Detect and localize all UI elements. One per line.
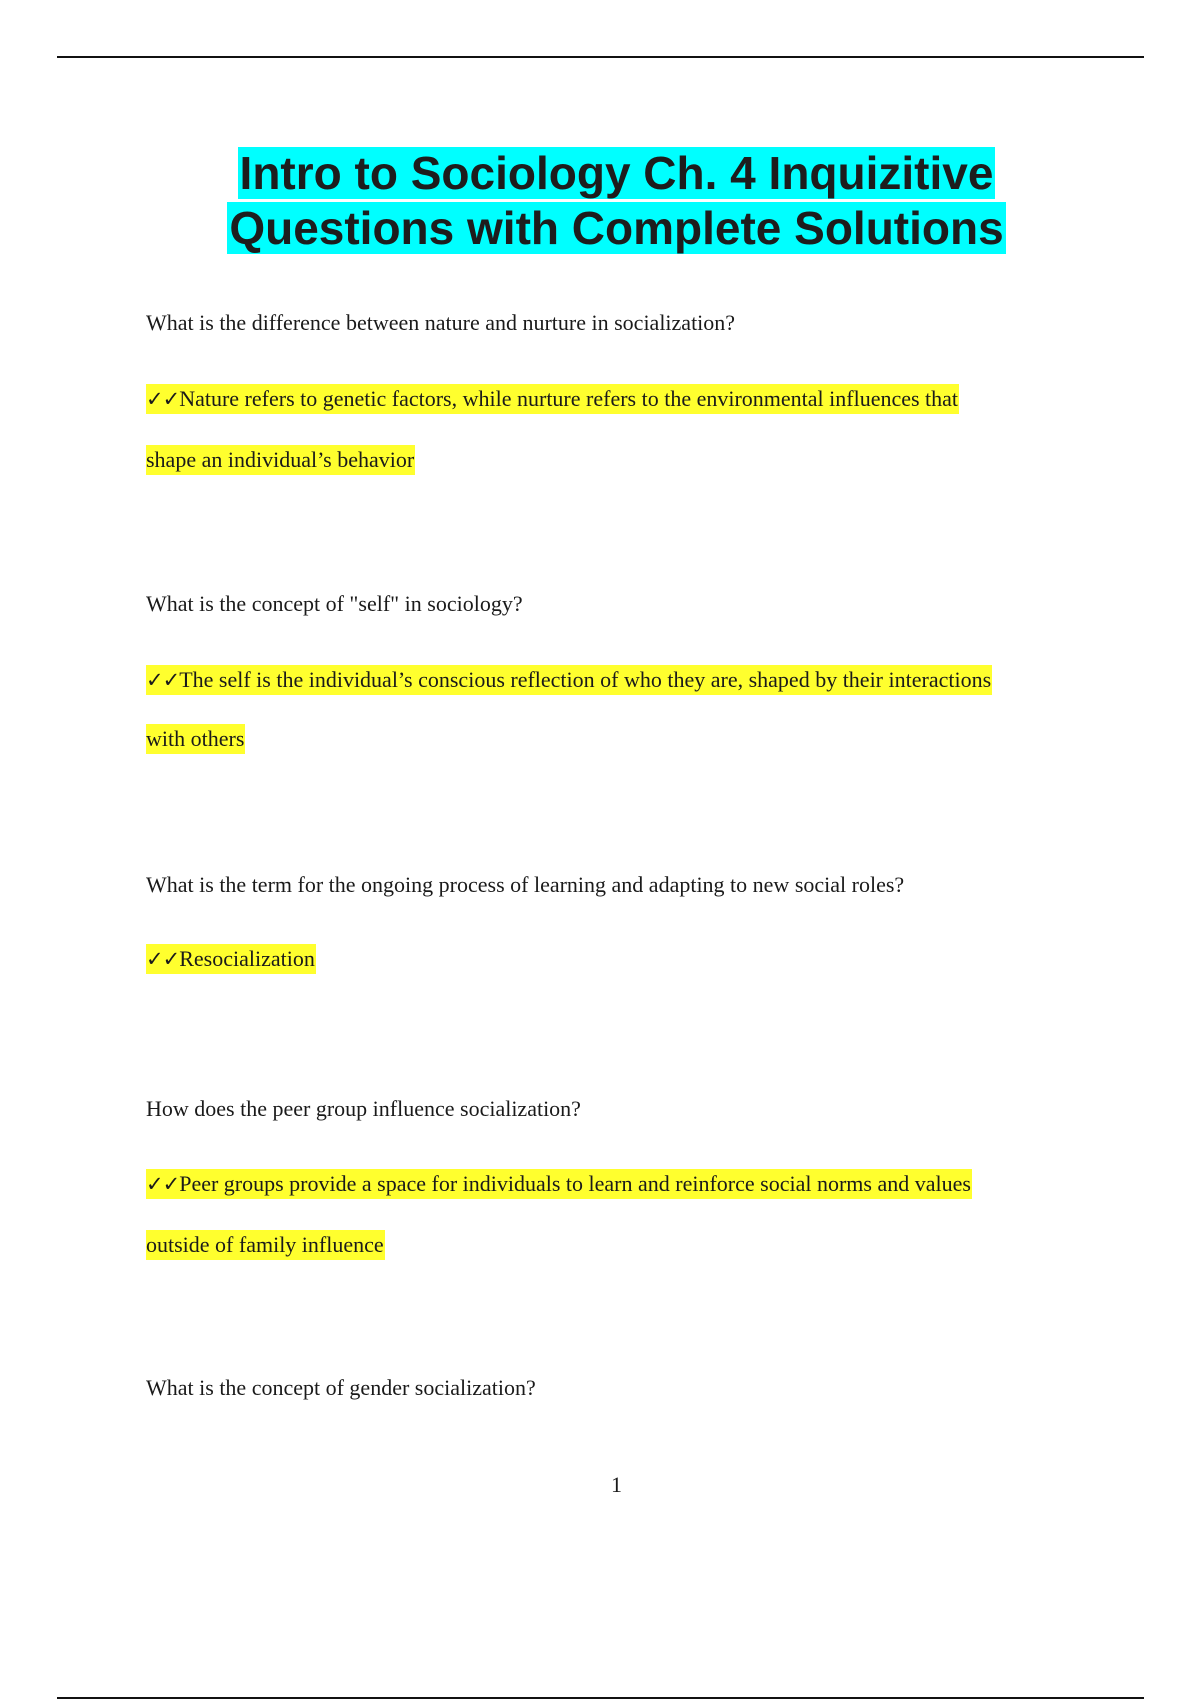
check-icon: ✓✓: [146, 1172, 180, 1196]
answer-4-text-1: Peer groups provide a space for individuals to learn and reinforce social norms and values: [179, 1171, 971, 1196]
answer-2-text-1: The self is the individual’s conscious reflection of who they are, shaped by their interactions: [179, 667, 992, 692]
answer-1-line-1: [146, 386, 959, 412]
question-5: What is the concept of gender socialization?: [146, 1375, 536, 1400]
answer-1-text-2: shape an individual’s behavior: [146, 445, 415, 475]
question-4: How does the peer group influence socialization?: [146, 1096, 581, 1121]
answer-2-line-2: [146, 726, 245, 752]
check-icon: ✓✓: [146, 947, 180, 971]
answer-4-line-2: [146, 1232, 385, 1258]
check-icon: ✓✓: [146, 668, 180, 692]
answer-3-line-1: [146, 946, 316, 972]
answer-3-text-1: Resocialization: [179, 946, 315, 971]
answer-4-text-2: outside of family influence: [146, 1230, 385, 1260]
answer-4-line-1: [146, 1171, 972, 1197]
question-1: What is the difference between nature and nurture in socialization?: [146, 310, 736, 335]
page-number: 1: [611, 1472, 622, 1497]
check-icon: ✓✓: [146, 387, 180, 411]
title-line-1: Intro to Sociology Ch. 4 Inquizitive: [239, 147, 994, 199]
question-3: What is the term for the ongoing process of learning and adapting to new social roles?: [146, 872, 905, 897]
bottom-rule: [57, 1697, 1144, 1699]
question-2: What is the concept of "self" in sociology?: [146, 591, 523, 616]
top-rule: [57, 56, 1144, 58]
document-title: [0, 146, 1200, 256]
answer-2-text-2: with others: [146, 724, 245, 754]
answer-2-line-1: [146, 667, 992, 693]
answer-1-text-1: Nature refers to genetic factors, while nurture refers to the environmental influences that: [179, 386, 959, 411]
answer-1-line-2: [146, 447, 415, 473]
title-line-2: Questions with Complete Solutions: [229, 202, 1004, 254]
